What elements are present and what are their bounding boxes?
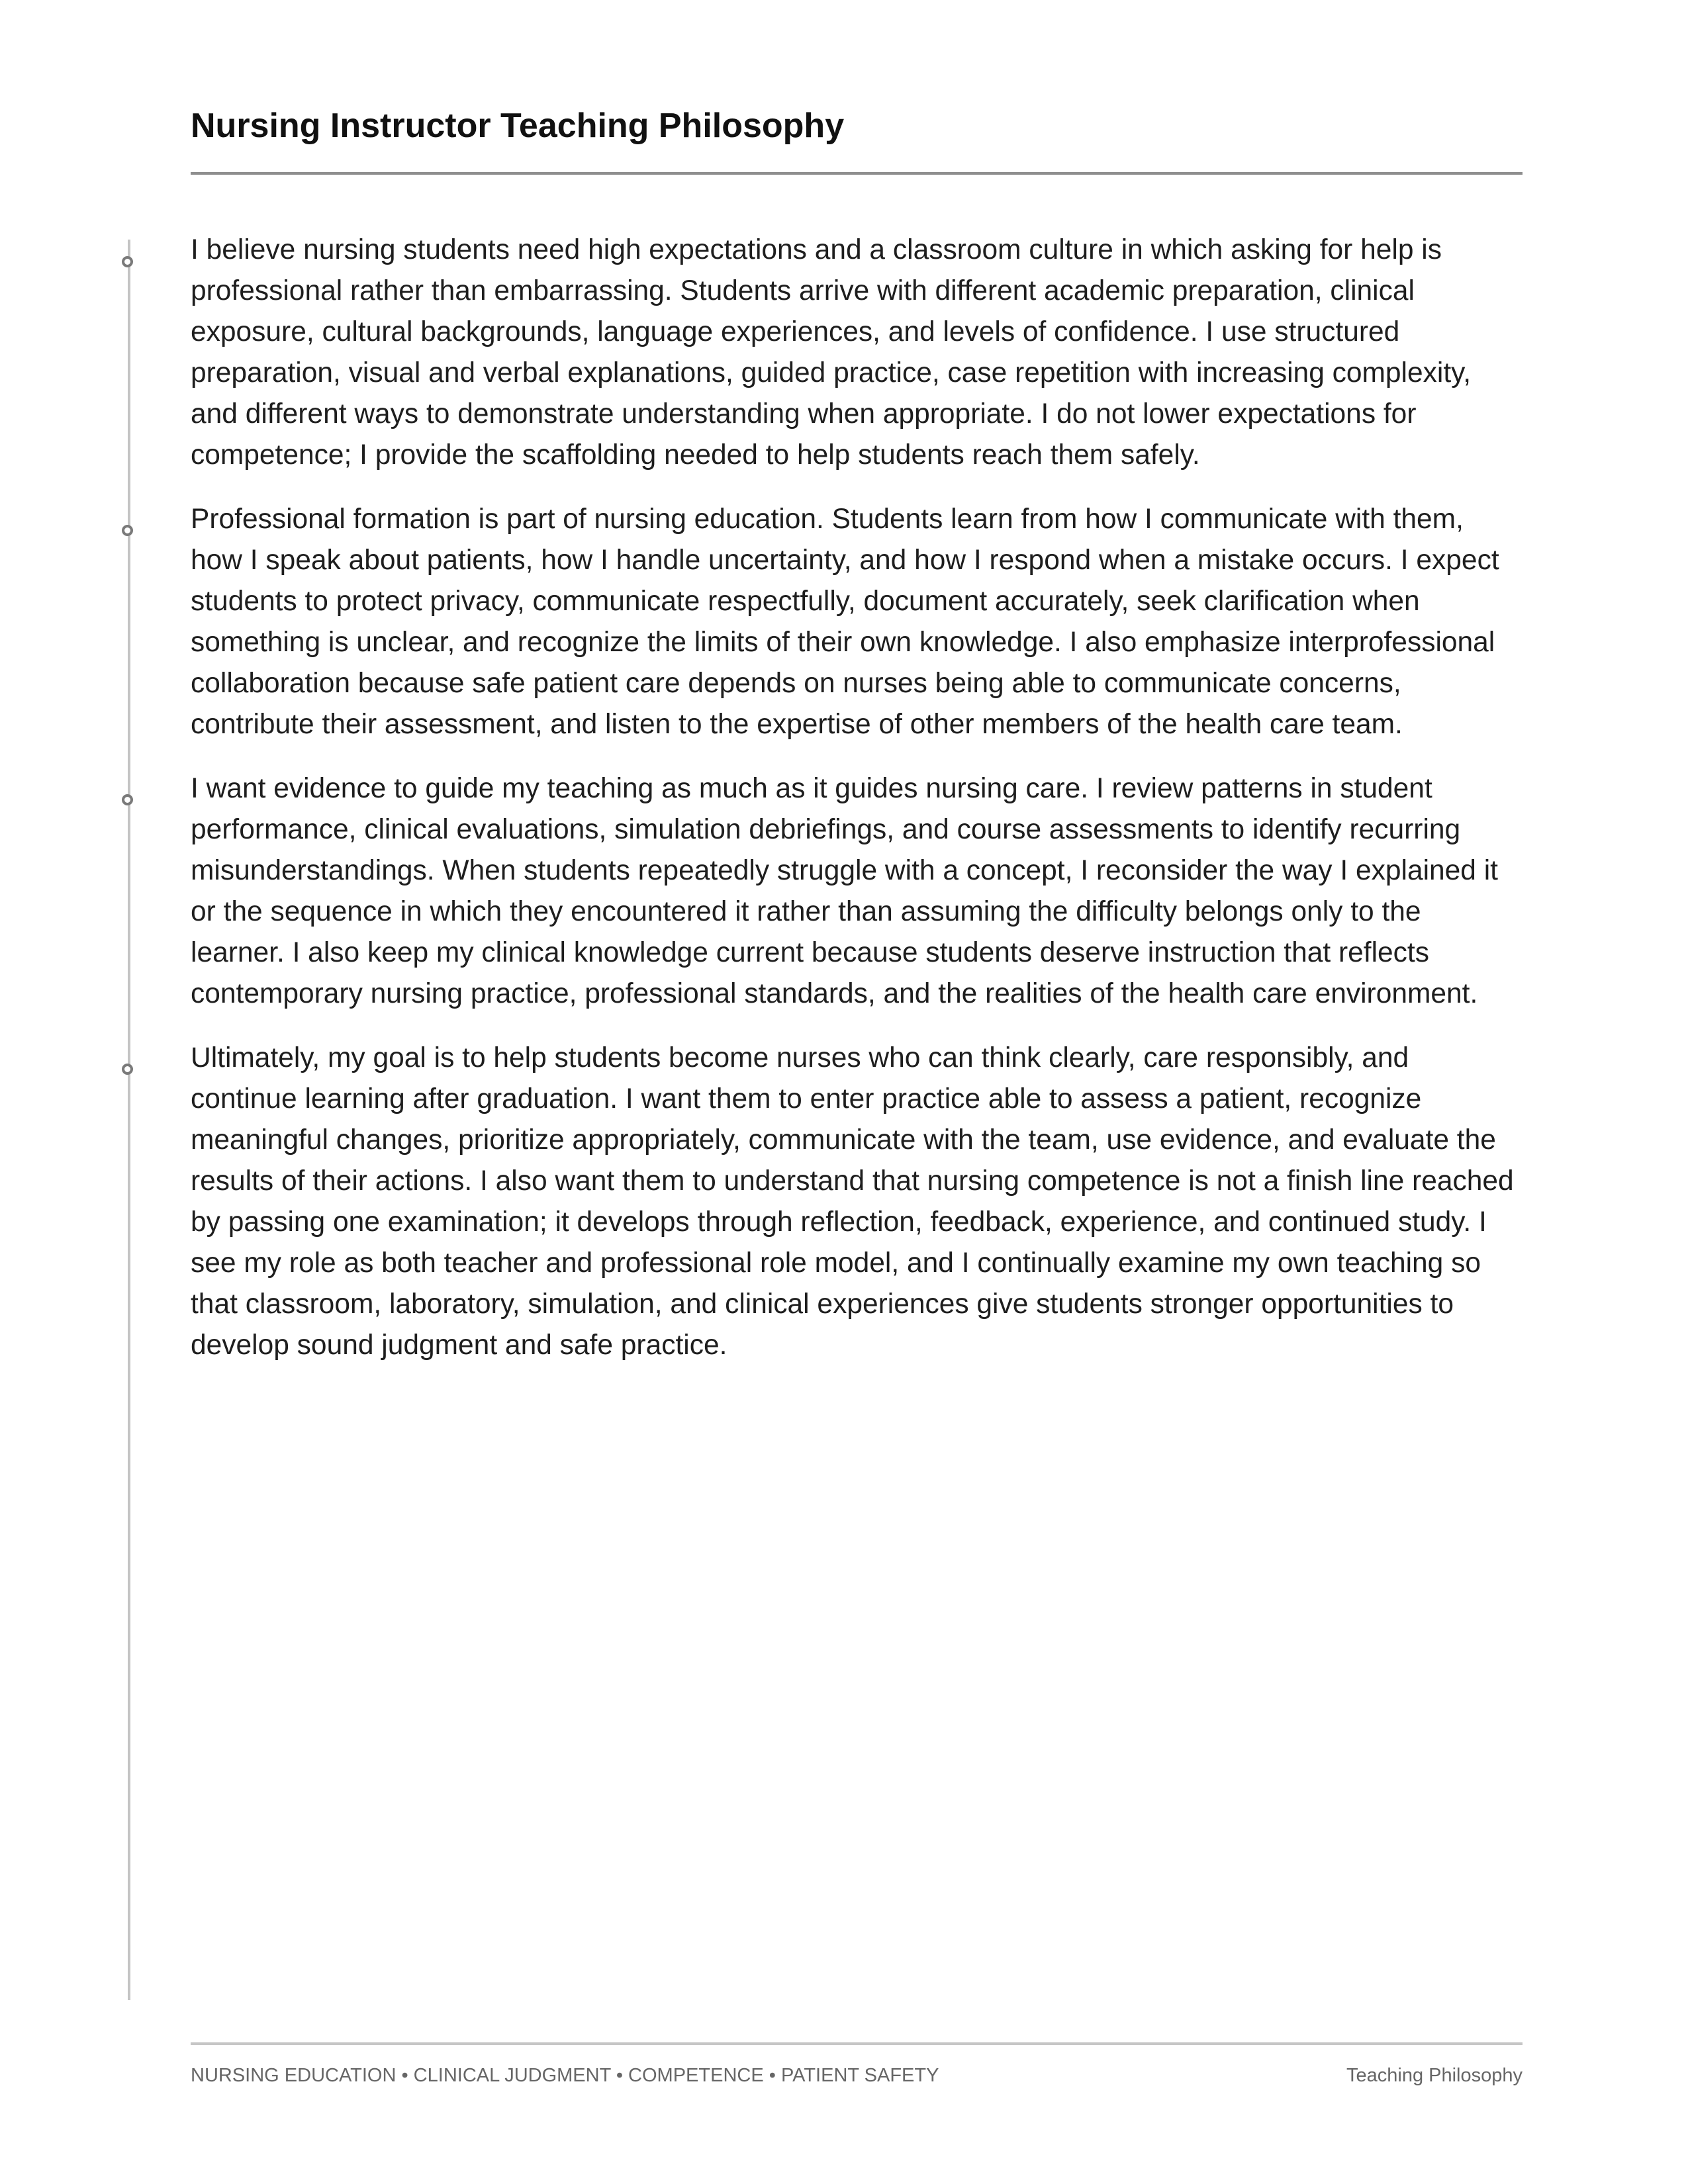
paragraph-expectations: I believe nursing students need high expectations and a classroom culture in which asking for help is professional rather than embarrassing. Students arrive with different academic preparation, clinical exposure, cultural backgrounds, language experiences, and levels of confidence. I use structured preparation, visual and verbal explanations, guided practice, case repetition with increasing complexity, and different ways to demonstrate understanding when appropriate. I do not lower expectations for competence; I provide the scaffolding needed to help students reach them safely. xyxy=(191,234,1472,471)
timeline-marker-icon xyxy=(122,525,133,536)
footer-document-label: Teaching Philosophy xyxy=(1346,2065,1523,2086)
paragraph-evidence: I want evidence to guide my teaching as much as it guides nursing care. I review patterns in student performance, clinical evaluations, simulation debriefings, and course assessments to identify recurring misunderstandings. When students repeatedly struggle with a concept, I reconsider the way I explained it or the sequence in which they encountered it rather than assuming the difficulty belongs only to the learner. I also keep my clinical knowledge current because students deserve instruction that reflects contemporary nursing practice, professional standards, and the realities of the health care environment. xyxy=(191,773,1498,1009)
timeline-line xyxy=(128,240,130,2000)
timeline-marker-icon xyxy=(122,256,133,267)
paragraph-goal: Ultimately, my goal is to help students become nurses who can think clearly, care responsibly, and continue learning after graduation. I want them to enter practice able to assess a patient, recognize meaningful changes, prioritize appropriately, communicate with the team, use evidence, and evaluate the results of their actions. I also want them to understand that nursing competence is not a finish line reached by passing one examination; it develops through reflection, feedback, experience, and continued study. I see my role as both teacher and professional role model, and I continually examine my own teaching so that classroom, laboratory, simulation, and clinical experiences give students stronger opportunities to develop sound judgment and safe practice. xyxy=(191,1042,1514,1361)
footer-divider xyxy=(191,2042,1523,2045)
timeline-marker-icon xyxy=(122,794,133,805)
title-divider xyxy=(191,172,1523,175)
body-text xyxy=(191,230,1523,1389)
page-title: Nursing Instructor Teaching Philosophy xyxy=(191,107,845,145)
paragraph-professional-formation: Professional formation is part of nursing education. Students learn from how I communicate with them, how I speak about patients, how I handle uncertainty, and how I respond when a mistake occurs. I expect students to protect privacy, communicate respectfully, document accurately, seek clarification when something is unclear, and recognize the limits of their own knowledge. I also emphasize interprofessional collaboration because safe patient care depends on nurses being able to communicate concerns, contribute their assessment, and listen to the expertise of other members of the health care team. xyxy=(191,504,1499,740)
timeline-marker-icon xyxy=(122,1064,133,1075)
footer-keywords: NURSING EDUCATION • CLINICAL JUDGMENT • COMPETENCE • PATIENT SAFETY xyxy=(191,2065,939,2086)
